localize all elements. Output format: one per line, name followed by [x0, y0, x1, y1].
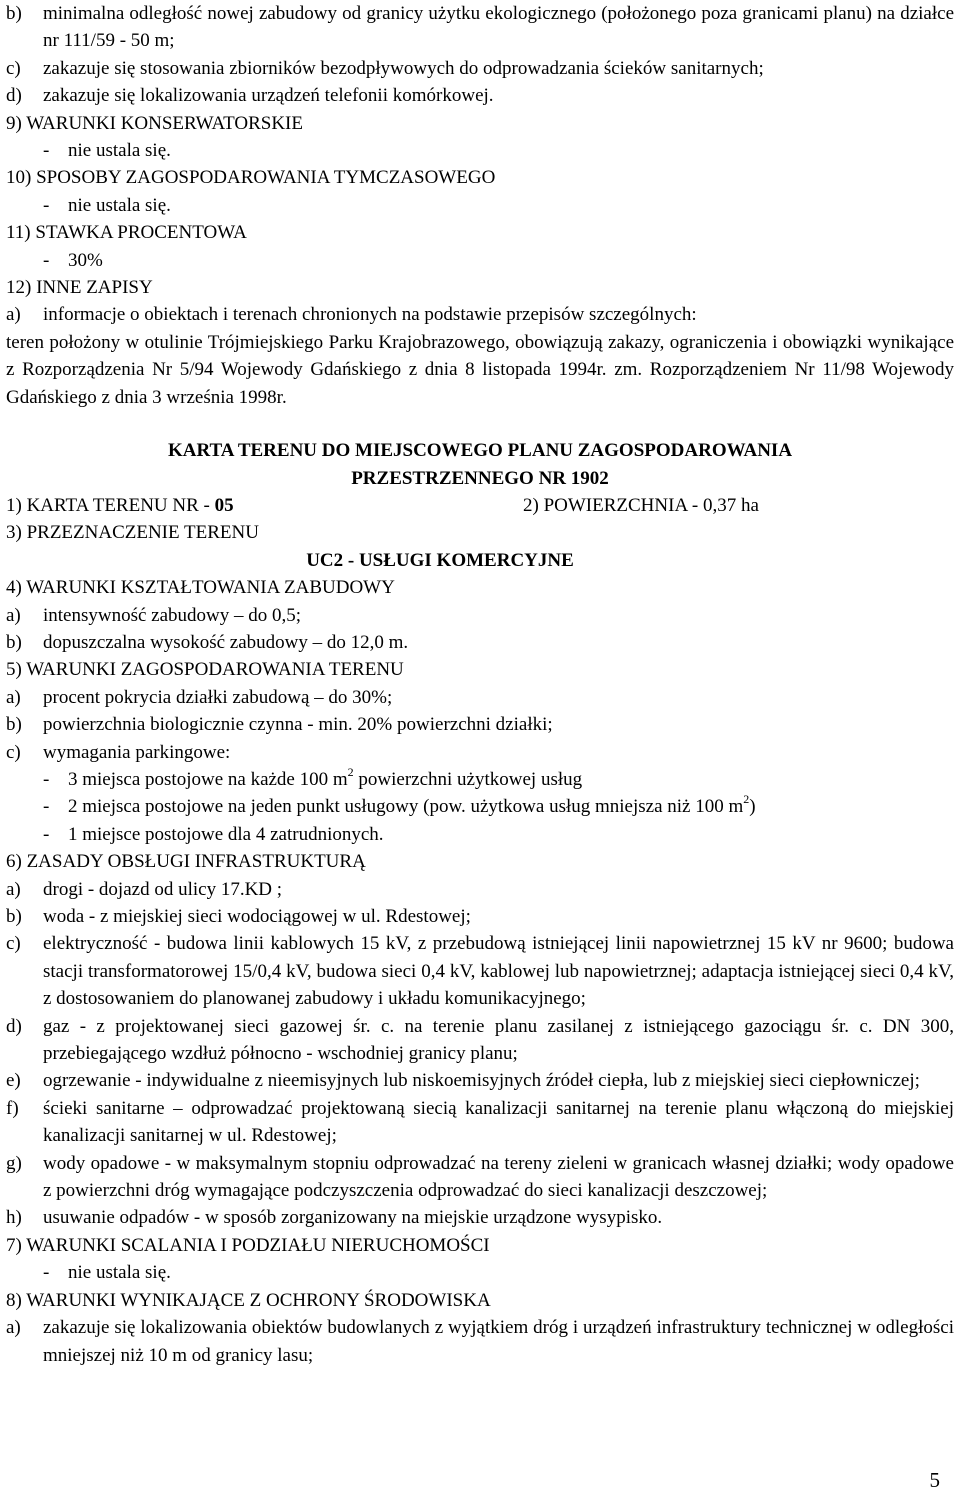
card-number-label: 1) KARTA TERENU NR - — [6, 494, 215, 516]
item-label: d) — [6, 1015, 22, 1037]
item-label: a) — [6, 686, 21, 708]
item-label: a) — [6, 304, 21, 326]
text-part: 2 miejsca postojowe na jeden punkt usługowy (pow. użytkowa usług mniejsza niż 100 m — [68, 796, 744, 818]
dash-mark: - — [43, 796, 50, 818]
dash-mark: - — [43, 768, 50, 790]
dash-text: 1 miejsce postojowe dla 4 zatrudnionych. — [68, 823, 384, 845]
list-item — [6, 629, 954, 656]
item-label: b) — [6, 906, 22, 927]
section-heading: 12) INNE ZAPISY — [6, 277, 153, 299]
dash-mark: - — [43, 140, 50, 162]
area: 2) POWIERZCHNIA - 0,37 ha — [523, 494, 759, 516]
section-heading: 7) WARUNKI SCALANIA I PODZIAŁU NIERUCHOMOŚCI — [6, 1234, 490, 1256]
list-item — [6, 1067, 954, 1094]
item-text: intensywność zabudowy – do 0,5; — [43, 604, 302, 626]
item-label: f) — [6, 1097, 19, 1119]
item-text: gaz - z projektowanej sieci gazowej śr. c. na terenie planu zasilanej z istniejącego gazociągu śr. c. DN 300, przebiegającego wzdłuż północno - wschodniej granicy planu; — [43, 1015, 954, 1065]
dash-text: nie ustala się. — [68, 194, 171, 216]
list-item — [6, 1150, 954, 1205]
item-text: zakazuje się lokalizowania urządzeń telefonii komórkowej. — [43, 85, 494, 107]
item-label: b) — [6, 3, 22, 24]
dash-item — [6, 137, 954, 164]
text-part: powierzchni użytkowej usług — [353, 768, 583, 790]
item-text: informacje o obiektach i terenach chronionych na podstawie przepisów szczególnych: — [43, 304, 697, 326]
item-label: c) — [6, 741, 21, 763]
item-label: b) — [6, 631, 22, 653]
dash-item — [6, 1259, 954, 1286]
list-item — [6, 903, 954, 930]
item-text: woda - z miejskiej sieci wodociągowej w ul. Rdestowej; — [43, 906, 471, 927]
zone-designation: UC2 - USŁUGI KOMERCYJNE — [306, 549, 574, 571]
section-heading: 3) PRZEZNACZENIE TERENU — [6, 522, 259, 544]
superscript: 2 — [347, 764, 354, 779]
list-item — [6, 82, 954, 109]
list-item — [6, 301, 954, 328]
dash-mark: - — [43, 1262, 50, 1284]
item-label: a) — [6, 878, 21, 900]
item-text: wymagania parkingowe: — [43, 741, 231, 763]
dash-text: 30% — [68, 249, 103, 271]
dash-text: nie ustala się. — [68, 1262, 171, 1284]
document-content — [6, 0, 954, 1369]
dash-item — [6, 192, 954, 219]
dash-mark: - — [43, 823, 50, 845]
item-text: powierzchnia biologicznie czynna - min. 20% powierzchni działki; — [43, 714, 553, 736]
item-text: zakazuje się stosowania zbiorników bezodpływowych do odprowadzania ścieków sanitarnych; — [43, 57, 764, 79]
card-number-value: 05 — [214, 494, 234, 516]
text-part: 3 miejsca postojowe na każde 100 m — [68, 768, 348, 790]
item-label: c) — [6, 57, 21, 79]
list-item — [6, 1095, 954, 1150]
item-label: d) — [6, 85, 22, 107]
dash-item — [6, 247, 954, 274]
item-label: c) — [6, 933, 21, 955]
item-text: elektryczność - budowa linii kablowych 15 kV, z przebudową istniejącej linii napowietrznej 15 kV nr 9600; budowa stacji transformatorowej 15/0,4 kV, budowa sieci 0,4 kV, kablowej lub napowietrznej; adaptacja istniejącej sieci 0,4 kV, z dostosowaniem do planowanej zabudowy i układu komunikacyjnego; — [43, 933, 954, 1010]
card-title-line2: PRZESTRZENNEGO NR 1902 — [351, 467, 609, 489]
item-text: ścieki sanitarne – odprowadzać projektowaną siecią kanalizacji sanitarnej na terenie planu włączoną do miejskiej kanalizacji sanitarnej w ul. Rdestowej; — [43, 1097, 954, 1147]
list-item — [6, 602, 954, 629]
item-label: g) — [6, 1152, 22, 1174]
section-heading: 9) WARUNKI KONSERWATORSKIE — [6, 112, 303, 134]
dash-text — [68, 766, 582, 793]
card-title: KARTA TERENU DO MIEJSCOWEGO PLANU ZAGOSPODAROWANIA — [167, 440, 793, 462]
item-label: e) — [6, 1070, 21, 1092]
section-heading: 11) STAWKA PROCENTOWA — [6, 222, 247, 244]
card-header-row — [6, 492, 954, 519]
item-label: b) — [6, 714, 22, 736]
card-number — [6, 492, 523, 519]
text-part: ) — [749, 796, 756, 818]
item-text: dopuszczalna wysokość zabudowy – do 12,0 m. — [43, 631, 409, 653]
item-text: minimalna odległość nowej zabudowy od granicy użytku ekologicznego (położonego poza granicami planu) na działce nr 111/59 - 50 m; — [43, 3, 954, 52]
list-item — [6, 1314, 954, 1369]
item-text: wody opadowe - w maksymalnym stopniu odprowadzać na tereny zieleni w granicach własnej działki; wody opadowe z powierzchni dróg wymagające podczyszczenia odprowadzać do sieci kanalizacji deszczowej; — [43, 1152, 954, 1202]
superscript: 2 — [743, 792, 750, 807]
list-item — [6, 0, 954, 55]
item-text: drogi - dojazd od ulicy 17.KD ; — [43, 878, 283, 900]
item-label: h) — [6, 1207, 22, 1229]
list-item — [6, 1204, 954, 1231]
list-item — [6, 876, 954, 903]
list-item — [6, 1013, 954, 1068]
section-heading: 10) SPOSOBY ZAGOSPODAROWANIA TYMCZASOWEGO — [6, 167, 496, 189]
dash-item — [6, 793, 954, 820]
item-label: a) — [6, 604, 21, 626]
section-heading: 8) WARUNKI WYNIKAJĄCE Z OCHRONY ŚRODOWISKA — [6, 1289, 491, 1311]
list-item — [6, 55, 954, 82]
section-heading: 4) WARUNKI KSZTAŁTOWANIA ZABUDOWY — [6, 577, 395, 599]
list-item — [6, 930, 954, 1012]
dash-mark: - — [43, 249, 50, 271]
list-item — [6, 739, 954, 766]
dash-text: nie ustala się. — [68, 140, 171, 162]
list-item — [6, 711, 954, 738]
item-text: ogrzewanie - indywidualne z nieemisyjnych lub niskoemisyjnych źródeł ciepła, lub z miejskiej sieci ciepłowniczej; — [43, 1070, 920, 1092]
item-text: procent pokrycia działki zabudową – do 30%; — [43, 686, 393, 708]
dash-mark: - — [43, 194, 50, 216]
paragraph: teren położony w otulinie Trójmiejskiego Parku Krajobrazowego, obowiązują zakazy, ograniczenia i obowiązki wynikające z Rozporządzenia Nr 5/94 Wojewody Gdańskiego z dnia 8 listopada 1994r. zm. Rozporządzeniem Nr 11/98 Wojewody Gdańskiego z dnia 3 września 1998r. — [6, 331, 954, 408]
item-label: a) — [6, 1317, 21, 1339]
section-heading: 6) ZASADY OBSŁUGI INFRASTRUKTURĄ — [6, 851, 366, 873]
item-text: zakazuje się lokalizowania obiektów budowlanych z wyjątkiem dróg i urządzeń infrastruktury technicznej w odległości mniejszej niż 10 m od granicy lasu; — [43, 1317, 954, 1366]
item-text: usuwanie odpadów - w sposób zorganizowany na miejskie urządzone wysypisko. — [43, 1207, 663, 1229]
section-heading: 5) WARUNKI ZAGOSPODAROWANIA TERENU — [6, 659, 404, 681]
list-item — [6, 684, 954, 711]
dash-item — [6, 821, 954, 848]
dash-item — [6, 766, 954, 793]
page-number: 5 — [929, 1467, 940, 1492]
dash-text — [68, 793, 756, 820]
